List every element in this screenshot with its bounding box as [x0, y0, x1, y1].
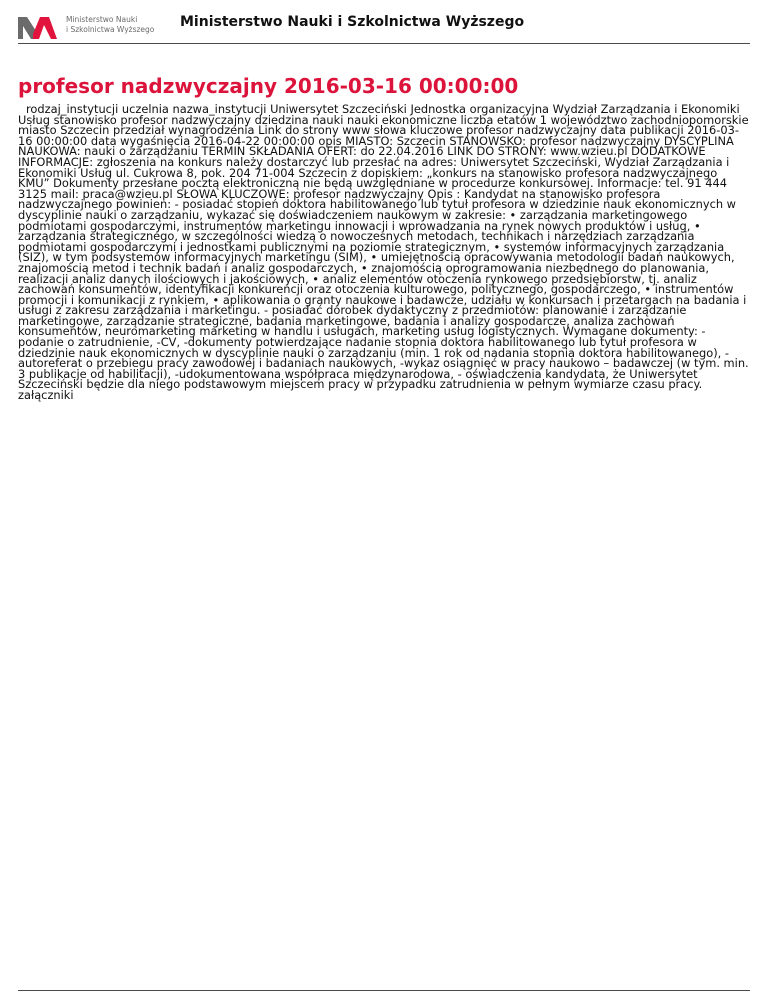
job-description: rodzaj_instytucji uczelnia nazwa_instytucji Uniwersytet Szczeciński Jednostka organizacyjna Wydział Zarządzania i Ekonomiki Usług stanowisko profesor nadzwyczajny dziedzina nauki nauki ekonomiczne liczba etatów 1 województwo zachodniopomorskie miasto Szczecin przedział wynagrodzenia Link do strony www słowa kluczowe profesor nadzwyczajny data publikacji 2016-03-16 00:00:00 data wygaśnięcia 2016-04-22 00:00:00 opis MIASTO: Szczecin STANOWSKO: profesor nadzwyczajny DYSCYPLINA NAUKOWA: nauki o zarządzaniu TERMIN SKŁADANIA OFERT: do 22.04.2016 LINK DO STRONY: www.wzieu.pl DODATKOWE INFORMACJE: zgłoszenia na konkurs należy dostarczyć lub przesłać na adres: Uniwersytet Szczeciński, Wydział Zarządzania i Ekonomiki Usług ul. Cukrowa 8, pok. 204 71-004 Szczecin z dopiskiem: „konkurs na stanowisko profesora nadzwyczajnego KMU” Dokumenty przesłane pocztą elektroniczną nie będą uwzględniane w procedurze konkursowej. Informacje: tel. 91 444 3125 mail: praca@wzieu.pl SŁOWA KLUCZOWE: profesor nadzwyczajny Opis : Kandydat na stanowisko profesora nadzwyczajnego powinien: - posiadać stopień doktora habilitowanego lub tytuł profesora w dziedzinie nauk ekonomicznych w dyscyplinie nauki o zarządzaniu, wykazać się doświadczeniem naukowym w zakresie: • zarządzania marketingowego podmiotami gospodarczymi, instrumentów marketingu innowacji i wprowadzania na rynek nowych produktów i usług, • zarządzania strategicznego, w szczególności wiedzą o nowoczesnych metodach, technikach i narzędziach zarządzania podmiotami gospodarczymi i jednostkami publicznymi na poziomie strategicznym, • systemów informacyjnych zarządzania (SIZ), w tym podsystemów informacyjnych marketingu (SIM), • umiejętnością opracowywania metodologii badań naukowych, znajomością metod i technik badań i analiz gospodarczych, • znajomością oprogramowania niezbędnego do planowania, realizacji analiz danych ilościowych i jakościowych, • analiz elementów otoczenia rynkowego przedsiębiorstw, tj. analiz zachowań konsumentów, identyfikacji konkurencji oraz otoczenia kulturowego, politycznego, gospodarczego, • instrumentów promocji i komunikacji z rynkiem, • aplikowania o granty naukowe i badawcze, udziału w konkursach i przetargach na badania i usługi z zakresu zarządzania i marketingu. - posiadać dorobek dydaktyczny z przedmiotów: planowanie i zarządzanie marketingowe, zarządzanie strategiczne, badania marketingowe, badania i analizy gospodarcze, analiza zachowań konsumentów, neuromarketing marketing w handlu i usługach, marketing usług logistycznych. Wymagane dokumenty: -podanie o zatrudnienie, -CV, -dokumenty potwierdzające nadanie stopnia doktora habilitowanego lub tytuł profesora w dziedzinie nauk ekonomicznych w dyscyplinie nauki o zarządzaniu (min. 1 rok od nadania stopnia doktora habilitowanego), -autoreferat o przebiegu pracy zawodowej i badaniach naukowych, -wykaz osiągnięć w pracy naukowo – badawczej (w tym. min. 3 publikacje od habilitacji), -udokumentowana współpraca międzynarodowa, - oświadczenia kandydata, że Uniwersytet Szczeciński będzie dla niego podstawowym miejscem pracy w przypadku zatrudnienia w pełnym wymiarze czasu pracy. załączniki: [18, 102, 749, 403]
logo-line-2: i Szkolnictwa Wyższego: [66, 25, 155, 34]
footer-divider: [18, 990, 750, 991]
ministry-logo-text: [66, 15, 154, 35]
ministry-logo-mark-icon: [18, 17, 58, 39]
site-title[interactable]: Ministerstwo Nauki i Szkolnictwa Wyższego: [180, 14, 525, 30]
ministry-logo[interactable]: [18, 13, 178, 43]
page-title: profesor nadzwyczajny 2016-03-16 00:00:00: [18, 74, 519, 98]
logo-line-1: Ministerstwo Nauki: [66, 15, 138, 24]
header-divider: [18, 43, 750, 44]
page-header: [18, 12, 750, 44]
